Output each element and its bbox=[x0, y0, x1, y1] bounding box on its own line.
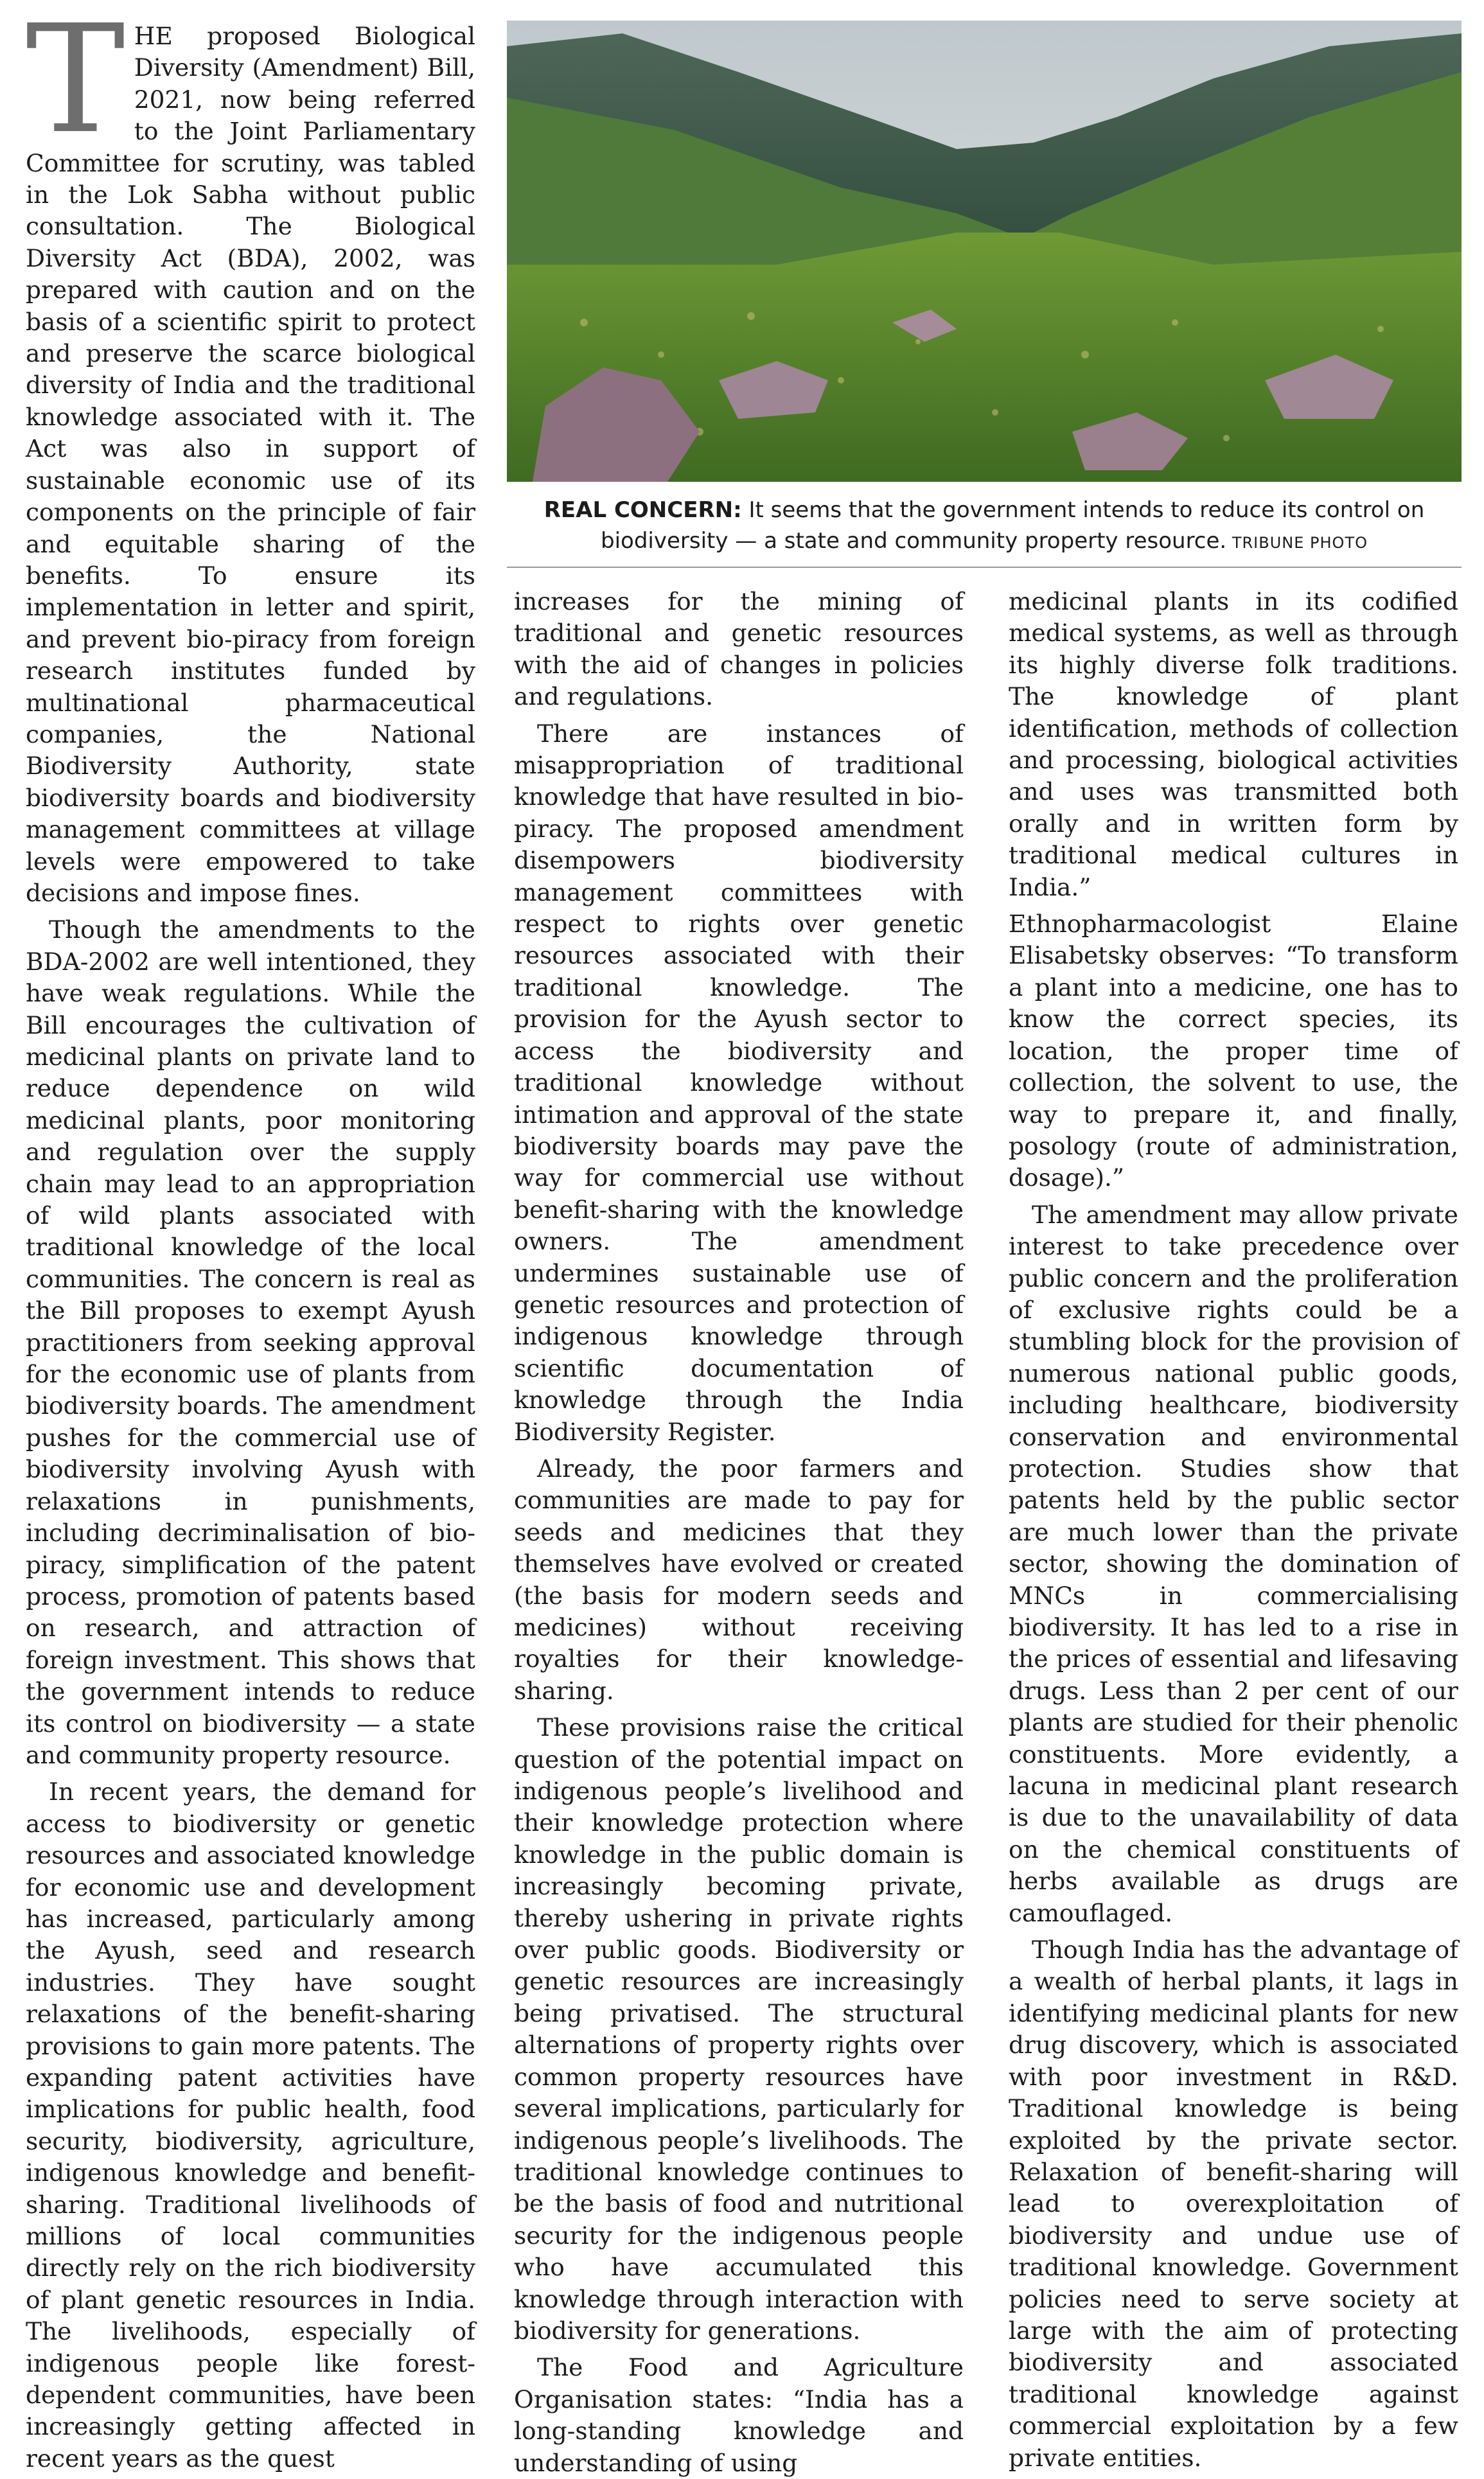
paragraph: medicinal plants in its codified medical systems, as well as through its highly diverse folk traditions. The knowledge of plant identification, methods of collection and processing, biological activities and uses was transmitted both orally and in written form by traditional medical cultures in India.” bbox=[1009, 587, 1458, 901]
photo-caption bbox=[507, 495, 1462, 558]
paragraph: Already, the poor farmers and communities are made to pay for seeds and medicines that they themselves have evolved or created (the basis for modern seeds and medicines) without receiving royalties for their knowledge-sharing. bbox=[514, 1454, 964, 1705]
article-column-2 bbox=[514, 586, 964, 2479]
paragraph bbox=[26, 0, 475, 909]
paragraph: increases for the mining of traditional and genetic resources with the aid of changes in policies and regulations. bbox=[514, 587, 964, 711]
article-column-1 bbox=[26, 0, 475, 2475]
caption-lead: REAL CONCERN: bbox=[543, 497, 742, 523]
paragraph: Ethnopharmacologist Elaine Elisabetsky observes: “To transform a plant into a medicine, one has to know the correct species, its location, the proper time of collection, the solvent to use, the way to prepare it, and finally, posology (route of administration, dosage).” bbox=[1009, 910, 1458, 1192]
paragraph: In recent years, the demand for access to biodiversity or genetic resources and associated knowledge for economic use and development has increased, particularly among the Ayush, seed and research industries. They have sought relaxations of the benefit-sharing provisions to gain more patents. The expanding patent activities have implications for public health, food security, biodiversity, agriculture, indigenous knowledge and benefit-sharing. Traditional livelihoods of millions of local communities directly rely on the rich biodiversity of plant genetic resources in India. The livelihoods, especially of indigenous people like forest-dependent communities, have been increasingly getting affected in recent years as the quest bbox=[26, 1778, 475, 2473]
article-photo bbox=[507, 21, 1462, 482]
paragraph: There are instances of misappropriation of traditional knowledge that have resulted in bio-piracy. The proposed amendment disempowers biodiversity management committees with respect to rights over genetic resources associated with their traditional knowledge. The provision for the Ayush sector to access the biodiversity and traditional knowledge without intimation and approval of the state biodiversity boards may pave the way for commercial use without benefit-sharing with the knowledge owners. The amendment undermines sustainable use of genetic resources and protection of indigenous knowledge through scientific documentation of knowledge through the India Biodiversity Register. bbox=[514, 719, 964, 1446]
drop-cap: T bbox=[26, 0, 125, 166]
caption-text: It seems that the government intends to reduce its control on biodiversity — a state and community property resource. bbox=[601, 497, 1425, 554]
paragraph: These provisions raise the critical question of the potential impact on indigenous people’s livelihood and their knowledge protection where knowledge in the public domain is increasingly becoming private, thereby ushering in private rights over public goods. Biodiversity or genetic resources are increasingly being privatised. The structural alternations of property rights over common property resources have several implications, particularly for indigenous people’s livelihoods. The traditional knowledge continues to be the basis of food and nutritional security for the indigenous people who have accumulated this knowledge through interaction with biodiversity for generations. bbox=[514, 1713, 964, 2345]
paragraph: The amendment may allow private interest to take precedence over public concern and the proliferation of exclusive rights could be a stumbling block for the provision of numerous national public goods, including healthcare, biodiversity conservation and environmental protection. Studies show that patents held by the public sector are much lower than the private sector, showing the domination of MNCs in commercialising biodiversity. It has led to a rise in the prices of essential and lifesaving drugs. Less than 2 per cent of our plants are studied for their phenolic constituents. More evidently, a lacuna in medicinal plant research is due to the unavailability of data on the chemical constituents of herbs available as drugs are camouflaged. bbox=[1009, 1200, 1458, 1927]
paragraph-text: HE proposed Biological Diversity (Amendment) Bill, 2021, now being referred to the Joint Parliamentary Committee for scrutiny, was tabled in the Lok Sabha without public consultation. The Biological Diversity Act (BDA), 2002, was prepared with caution and on the basis of a scientific spirit to protect and preserve the scarce biological diversity of India and the traditional knowledge associated with it. The Act was also in support of sustainable economic use of its components on the principle of fair and equitable sharing of the benefits. To ensure its implementation in letter and spirit, and prevent bio-piracy from foreign research institutes funded by multinational pharmaceutical companies, the National Biodiversity Authority, state biodiversity boards and biodiversity management committees at village levels were empowered to take decisions and impose fines. bbox=[26, 22, 475, 907]
valley-landscape-image bbox=[507, 21, 1462, 482]
paragraph: Though India has the advantage of a wealth of herbal plants, it lags in identifying medicinal plants for new drug discovery, which is associated with poor investment in R&D. Traditional knowledge is being exploited by the private sector. Relaxation of benefit-sharing will lead to overexploitation of biodiversity and undue use of traditional knowledge. Government policies need to serve society at large with the aim of protecting biodiversity and associated traditional knowledge against commercial exploitation by a few private entities. bbox=[1009, 1936, 1458, 2472]
paragraph: The Food and Agriculture Organisation states: “India has a long-standing knowledge and understanding of using bbox=[514, 2353, 964, 2477]
article-column-3 bbox=[1009, 586, 1458, 2474]
paragraph: Though the amendments to the BDA-2002 are well intentioned, they have weak regulations. While the Bill encourages the cultivation of medicinal plants on private land to reduce dependence on wild medicinal plants, poor monitoring and regulation over the supply chain may lead to an appropriation of wild plants associated with traditional knowledge of the local communities. The concern is real as the Bill proposes to exempt Ayush practitioners from seeking approval for the economic use of plants from biodiversity boards. The amendment pushes for the commercial use of biodiversity involving Ayush with relaxations in punishments, including decriminalisation of bio-piracy, simplification of the patent process, promotion of patents based on research, and attraction of foreign investment. This shows that the government intends to reduce its control on biodiversity — a state and community property resource. bbox=[26, 915, 475, 1769]
photo-credit: TRIBUNE PHOTO bbox=[1226, 534, 1368, 552]
caption-divider bbox=[507, 567, 1462, 568]
